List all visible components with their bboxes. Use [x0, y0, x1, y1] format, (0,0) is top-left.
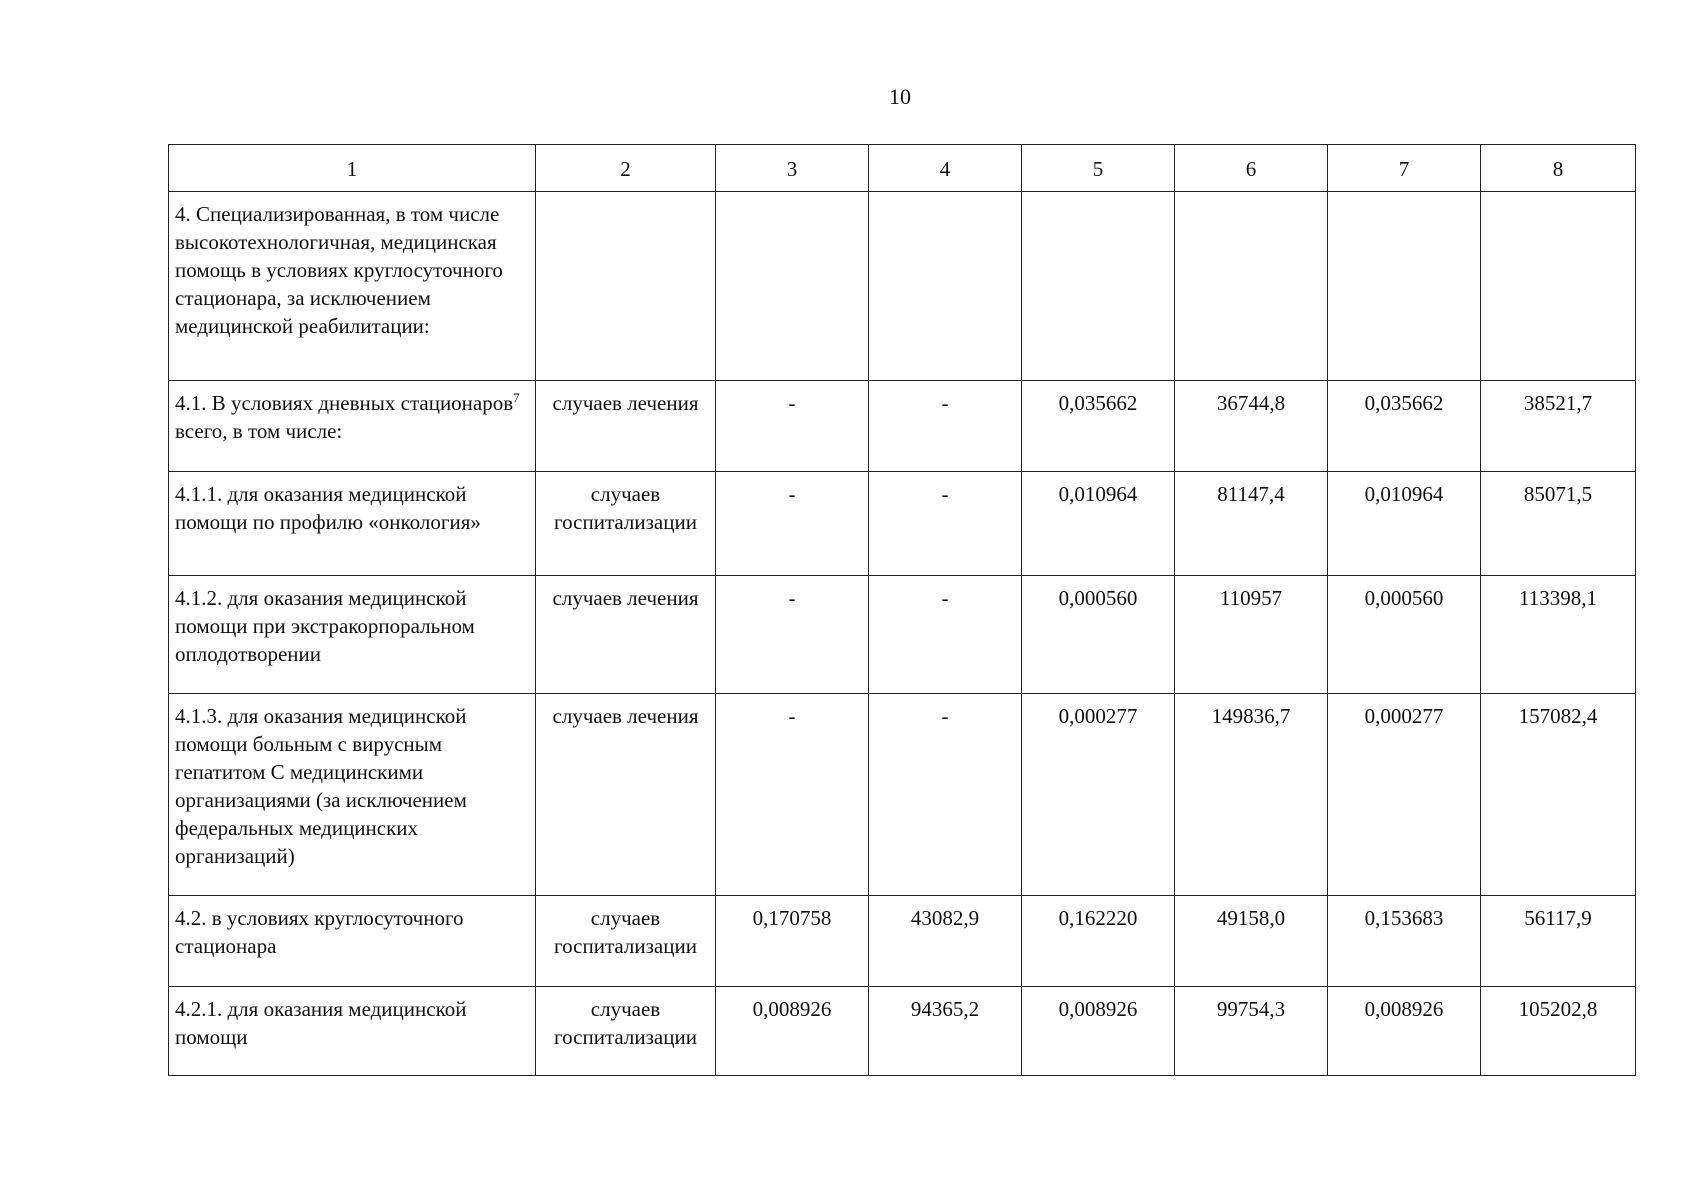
cell-col5: 0,035662 [1022, 381, 1175, 472]
table-row [169, 987, 1636, 1076]
row-name: 4.1.3. для оказания медицинской помощи больным с вирусным гепатитом С медицинскими организациями (за исключением федеральных медицинских организаций) [169, 694, 536, 896]
row-name: 4.2.1. для оказания медицинской помощи [169, 987, 536, 1076]
cell-col4 [869, 192, 1022, 381]
row-unit: случаев лечения [536, 381, 716, 472]
column-header: 8 [1481, 145, 1636, 192]
cell-col3: 0,008926 [716, 987, 869, 1076]
cell-col7: 0,035662 [1328, 381, 1481, 472]
cell-col3: - [716, 381, 869, 472]
cell-col6: 99754,3 [1175, 987, 1328, 1076]
table-row [169, 896, 1636, 987]
cell-col8: 113398,1 [1481, 576, 1636, 694]
cell-col5: 0,162220 [1022, 896, 1175, 987]
cell-col5: 0,008926 [1022, 987, 1175, 1076]
cell-col5: 0,000277 [1022, 694, 1175, 896]
cell-col8: 56117,9 [1481, 896, 1636, 987]
cell-col7: 0,000277 [1328, 694, 1481, 896]
table-row [169, 192, 1636, 381]
cell-col3: - [716, 694, 869, 896]
cell-col5: 0,010964 [1022, 472, 1175, 576]
row-name: 4.1.1. для оказания медицинской помощи по профилю «онкология» [169, 472, 536, 576]
cell-col4: - [869, 576, 1022, 694]
cell-col4: - [869, 694, 1022, 896]
column-header: 1 [169, 145, 536, 192]
footnote-marker: 7 [513, 390, 520, 405]
row-unit: случаев госпитализации [536, 987, 716, 1076]
cell-col3: - [716, 472, 869, 576]
column-header: 2 [536, 145, 716, 192]
cell-col5 [1022, 192, 1175, 381]
row-name-text: 4.1. В условиях дневных стационаров [175, 391, 514, 415]
row-name-tail: всего, в том числе: [175, 419, 343, 443]
column-header: 3 [716, 145, 869, 192]
cell-col7: 0,153683 [1328, 896, 1481, 987]
cell-col4: 43082,9 [869, 896, 1022, 987]
cell-col7: 0,000560 [1328, 576, 1481, 694]
column-header: 6 [1175, 145, 1328, 192]
page-number: 10 [889, 84, 911, 109]
row-unit [536, 192, 716, 381]
column-header: 7 [1328, 145, 1481, 192]
cell-col7 [1328, 192, 1481, 381]
cell-col3: - [716, 576, 869, 694]
row-name: 4.2. в условиях круглосуточного стационара [169, 896, 536, 987]
cell-col5: 0,000560 [1022, 576, 1175, 694]
column-header: 4 [869, 145, 1022, 192]
cell-col7: 0,010964 [1328, 472, 1481, 576]
cell-col8: 157082,4 [1481, 694, 1636, 896]
cell-col6: 36744,8 [1175, 381, 1328, 472]
cell-col4: - [869, 381, 1022, 472]
header-row [169, 145, 1636, 192]
column-header: 5 [1022, 145, 1175, 192]
cell-col3 [716, 192, 869, 381]
table-row [169, 381, 1636, 472]
cell-col6: 49158,0 [1175, 896, 1328, 987]
row-unit: случаев лечения [536, 576, 716, 694]
row-unit: случаев лечения [536, 694, 716, 896]
cell-col3: 0,170758 [716, 896, 869, 987]
cell-col7: 0,008926 [1328, 987, 1481, 1076]
data-table [168, 144, 1636, 1076]
table-row [169, 472, 1636, 576]
cell-col8: 105202,8 [1481, 987, 1636, 1076]
cell-col8 [1481, 192, 1636, 381]
cell-col8: 85071,5 [1481, 472, 1636, 576]
cell-col6: 149836,7 [1175, 694, 1328, 896]
row-name [169, 381, 536, 472]
row-unit: случаев госпитализации [536, 472, 716, 576]
table-row [169, 576, 1636, 694]
row-name: 4. Специализированная, в том числе высокотехнологичная, медицинская помощь в условиях круглосуточного стационара, за исключением медицинской реабилитации: [169, 192, 536, 381]
cell-col4: 94365,2 [869, 987, 1022, 1076]
cell-col6 [1175, 192, 1328, 381]
cell-col8: 38521,7 [1481, 381, 1636, 472]
row-name: 4.1.2. для оказания медицинской помощи при экстракорпоральном оплодотворении [169, 576, 536, 694]
row-unit: случаев госпитализации [536, 896, 716, 987]
table-row [169, 694, 1636, 896]
cell-col6: 81147,4 [1175, 472, 1328, 576]
cell-col6: 110957 [1175, 576, 1328, 694]
cell-col4: - [869, 472, 1022, 576]
